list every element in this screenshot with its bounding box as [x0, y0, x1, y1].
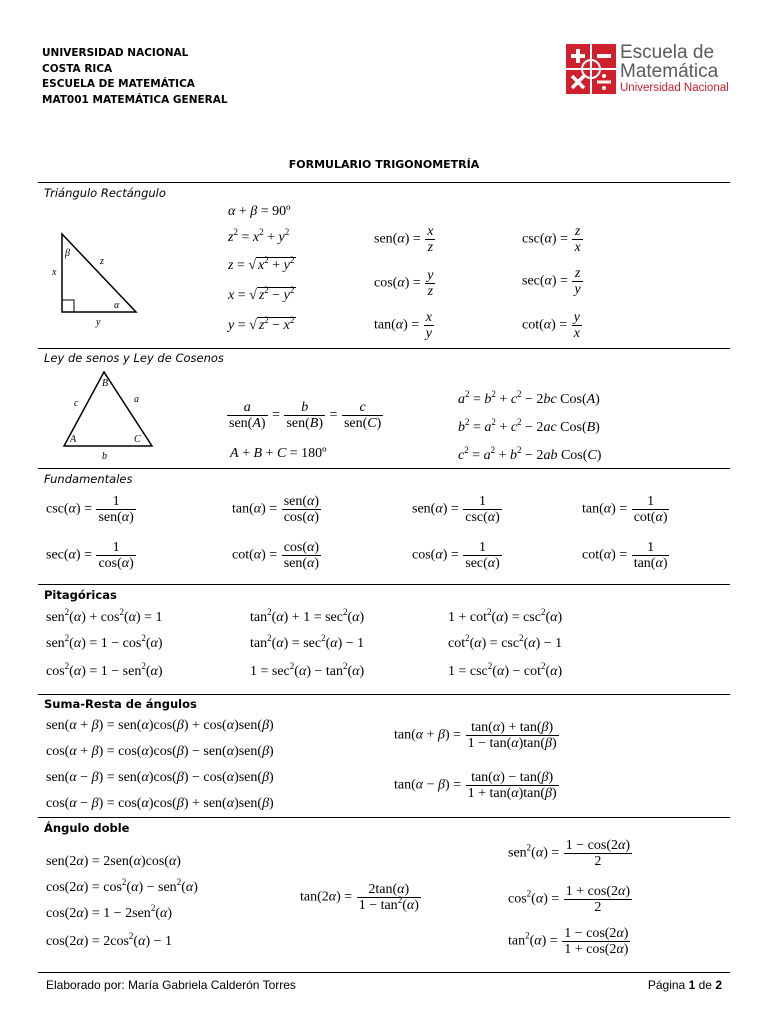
formula-sec: sec(α) = $\frac{z}{y}$	[522, 266, 581, 297]
page-total: 2	[715, 978, 722, 992]
page-number: 1	[688, 978, 696, 992]
label-alpha: α	[114, 300, 120, 311]
formula-cos-sum: cos(α + β) = cos(α)cos(β) − sen(α)sen(β)	[46, 744, 274, 759]
logo-line-1: Escuela de	[620, 42, 715, 63]
formula-cot: cot(α) = $\frac{y}{x}$	[522, 310, 580, 341]
section-title-double-angle: Ángulo doble	[44, 821, 130, 835]
formula-pythagoras: $z^2 = x^2 + y^2$	[228, 227, 290, 245]
label-z: z	[100, 256, 104, 267]
formula-pyth-4: $\tan^2(\alpha) + 1 = \sec^2(\alpha)$	[250, 607, 365, 625]
divider	[38, 694, 730, 695]
divider	[38, 972, 730, 973]
header-line-school: ESCUELA DE MATEMÁTICA	[42, 78, 195, 90]
formula-pyth-9: $1 = \csc^2(\alpha) - \cot^2(\alpha)$	[448, 661, 563, 679]
formula-y: y = √ $z^2 - x^2$	[228, 315, 295, 333]
formula-tan-double: tan(2α) = $\frac{2\tan(\alpha)}{1 - \tan^2(\alpha)}$	[300, 882, 419, 913]
label-beta: β	[65, 248, 70, 259]
formula-tan-diff: tan(α − β) = $\frac{\tan(\alpha) - \tan(\beta)}{1 + \tan(\alpha)\tan(\beta)}$	[394, 770, 557, 801]
formula-x: x = √ $z^2 - y^2$	[228, 285, 295, 303]
formula-cos-double-2: cos(2α) = 1 − 2sen$^2$(α)	[46, 903, 173, 921]
formula-sec-recip: sec(α) = $\frac{1}{\cos(\alpha)}$	[46, 540, 134, 571]
divider	[38, 182, 730, 183]
formula-cos: cos(α) = $\frac{y}{z}$	[374, 268, 434, 299]
formula-sen-squared: sen$^2$(α) = $\frac{1 - \cos(2\alpha)}{2}$	[508, 838, 631, 869]
formula-pyth-7: $1 + \cot^2(\alpha) = \csc^2(\alpha)$	[448, 607, 563, 625]
logo-line-2: Matemática	[620, 61, 719, 82]
header-line-university: UNIVERSIDAD NACIONAL	[42, 47, 189, 59]
header-line-course: MAT001 MATEMÁTICA GENERAL	[42, 93, 228, 106]
page-word: Página	[647, 978, 686, 992]
section-title-pythagorean: Pitagóricas	[44, 588, 117, 602]
label-A: A	[70, 434, 77, 445]
formula-pyth-5: $\tan^2(\alpha) = \sec^2(\alpha) - 1$	[250, 633, 365, 651]
formula-triangle-angle-sum: A + B + C = 180º	[230, 446, 327, 461]
formula-angle-sum: α + β = 90º	[228, 204, 291, 219]
formula-cos-squared: $\cos^2(\alpha)$ = $\frac{1 + \cos(2\alpha)}{2}$	[508, 884, 631, 915]
section-title-sines-cosines: Ley de senos y Ley de Cosenos	[44, 351, 224, 365]
formula-csc: csc(α) = $\frac{z}{x}$	[522, 224, 581, 255]
page-of: de	[698, 978, 712, 992]
logo-line-3: Universidad Nacional	[620, 82, 729, 94]
formula-cosine-law-b: $b^2 = a^2 + c^2 - 2ac$ Cos(B)	[458, 417, 600, 435]
right-triangle-diagram	[50, 228, 146, 328]
formula-tan: tan(α) = $\frac{x}{y}$	[374, 310, 432, 341]
formula-cot-recip: cot(α) = $\frac{1}{\tan(\alpha)}$	[582, 540, 668, 571]
formula-cos-diff: cos(α − β) = cos(α)cos(β) + sen(α)sen(β)	[46, 796, 274, 811]
formula-tan-ratio: tan(α) = $\frac{\text{sen(α)}}{\cos(\alpha)}$	[232, 494, 320, 525]
formula-tan-squared: $\tan^2(\alpha)$ = $\frac{1 - \cos(2\alpha)}{1 + \cos(2\alpha)}$	[508, 926, 629, 957]
section-title-fundamentals: Fundamentales	[44, 472, 133, 486]
label-a: a	[134, 394, 139, 405]
formula-sen-recip: sen(α) = $\frac{1}{\csc(\alpha)}$	[412, 494, 500, 525]
formula-z: z = √ $x^2 + y^2$	[228, 255, 295, 273]
general-triangle-diagram	[56, 366, 160, 462]
formula-cosine-law-c: $c^2 = a^2 + b^2 - 2ab$ Cos(C)	[458, 445, 602, 463]
institution-header	[42, 46, 228, 108]
formula-pyth-6: $1 = \sec^2(\alpha) - \tan^2(\alpha)$	[250, 661, 365, 679]
label-y: y	[96, 317, 101, 328]
formula-cosine-law-a: $a^2 = b^2 + c^2 - 2bc$ Cos(A)	[458, 389, 600, 407]
formula-csc-recip: csc(α) = $\frac{1}{\text{sen(α)}}$	[46, 494, 134, 525]
formula-pyth-8: $\cot^2(\alpha) = \csc^2(\alpha) - 1$	[448, 633, 563, 651]
label-B: B	[102, 378, 109, 389]
label-b: b	[102, 451, 107, 462]
formula-cos-double-1: $\cos(2\alpha) = \cos^2(\alpha) - sen^2(\alpha)$	[46, 877, 198, 895]
formula-cos-recip: cos(α) = $\frac{1}{\sec(\alpha)}$	[412, 540, 500, 571]
formula-law-of-sines: $\frac{a}{\text{sen(A)}}$ = $\frac{b}{\text{sen(B)}}$ = $\frac{c}{\text{sen(C)}}$	[229, 400, 382, 431]
divider	[38, 817, 730, 818]
formula-sen-sum: sen(α + β) = sen(α)cos(β) + cos(α)sen(β)	[46, 718, 274, 733]
label-x: x	[52, 267, 57, 278]
formula-cos-double-3: $\cos(2\alpha) = 2\cos^2(\alpha) - 1$	[46, 931, 173, 949]
formula-tan-sum: tan(α + β) = $\frac{\tan(\alpha) + \tan(\beta)}{1 - \tan(\alpha)\tan(\beta)}$	[394, 720, 557, 751]
page-title: FORMULARIO TRIGONOMETRÍA	[288, 158, 480, 171]
footer-author: Elaborado por: María Gabriela Calderón Torres	[46, 978, 296, 992]
divider	[38, 584, 730, 585]
formula-sen-double: sen(2α) = 2sen(α)cos(α)	[46, 854, 181, 869]
formula-pyth-2: $sen^2(\alpha) = 1 - \cos^2(\alpha)$	[46, 633, 163, 651]
divider	[38, 348, 730, 349]
section-title-sum-difference: Suma-Resta de ángulos	[44, 697, 197, 711]
page-indicator	[648, 978, 722, 992]
section-title-right-triangle: Triángulo Rectángulo	[44, 186, 166, 200]
divider	[38, 468, 730, 469]
formula-cot-ratio: cot(α) = $\frac{\cos(\alpha)}{\text{sen(α)}}$	[232, 540, 320, 571]
formula-tan-recip: tan(α) = $\frac{1}{\cot(\alpha)}$	[582, 494, 668, 525]
formula-sen-diff: sen(α − β) = sen(α)cos(β) − cos(α)sen(β)	[46, 770, 274, 785]
formula-pyth-3: $\cos^2(\alpha) = 1 - sen^2(\alpha)$	[46, 661, 163, 679]
label-c: c	[74, 398, 79, 409]
formula-sen: sen(α) = $\frac{x}{z}$	[374, 224, 434, 255]
header-line-country: COSTA RICA	[42, 62, 113, 75]
logo-text	[620, 43, 729, 95]
label-C: C	[134, 434, 141, 445]
formula-pyth-1: $sen^2(\alpha) + \cos^2(\alpha) = 1$	[46, 607, 163, 625]
